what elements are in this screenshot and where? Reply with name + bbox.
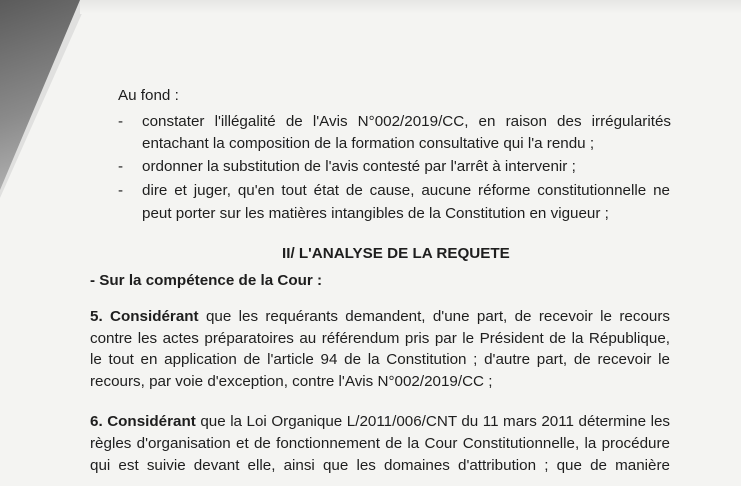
paragraph-6-line: règles d'organisation et de fonctionnement de la Cour Constitutionnelle, la procédure <box>90 435 670 452</box>
list-dash: - <box>118 182 124 199</box>
paragraph-6-first-line <box>90 412 670 432</box>
paragraph-6-lead: 6. Considérant <box>90 413 196 430</box>
paragraph-6-line: qui est suivie devant elle, ainsi que les domaines d'attribution ; que de manière <box>90 457 670 474</box>
paragraph-5-first-line <box>90 307 670 327</box>
subsection-title: - Sur la compétence de la Cour : <box>90 272 323 289</box>
paragraph-6-first-line-rest: que la Loi Organique L/2011/006/CNT du 11 mars 2011 détermine les <box>195 413 670 430</box>
list-dash: - <box>118 113 124 130</box>
au-fond-heading: Au fond : <box>118 87 179 104</box>
paragraph-5-line: recours, par voie d'exception, contre l'Avis N°002/2019/CC ; <box>90 373 493 390</box>
list-dash: - <box>118 158 124 175</box>
list-item-line: peut porter sur les matières intangibles de la Constitution en vigueur ; <box>142 205 609 222</box>
paragraph-5-line: contre les actes préparatoires au référendum pris par le Président de la République, <box>90 330 670 347</box>
list-item-line: dire et juger, qu'en tout état de cause, aucune réforme constitutionnelle ne <box>142 182 670 199</box>
list-item-line: constater l'illégalité de l'Avis N°002/2019/CC, en raison des irrégularités <box>142 113 671 130</box>
paragraph-5-first-line-rest: que les requérants demandent, d'une part, de recevoir le recours <box>198 308 670 325</box>
section-title: II/ L'ANALYSE DE LA REQUETE <box>282 245 510 262</box>
list-item-line: ordonner la substitution de l'avis contesté par l'arrêt à intervenir ; <box>142 158 576 175</box>
list-item-line: entachant la composition de la formation consultative qui l'a rendu ; <box>142 135 595 152</box>
paragraph-5-line: le tout en application de l'article 94 de la Constitution ; d'autre part, de recevoir le <box>90 351 670 368</box>
paragraph-5-lead: 5. Considérant <box>90 308 199 325</box>
